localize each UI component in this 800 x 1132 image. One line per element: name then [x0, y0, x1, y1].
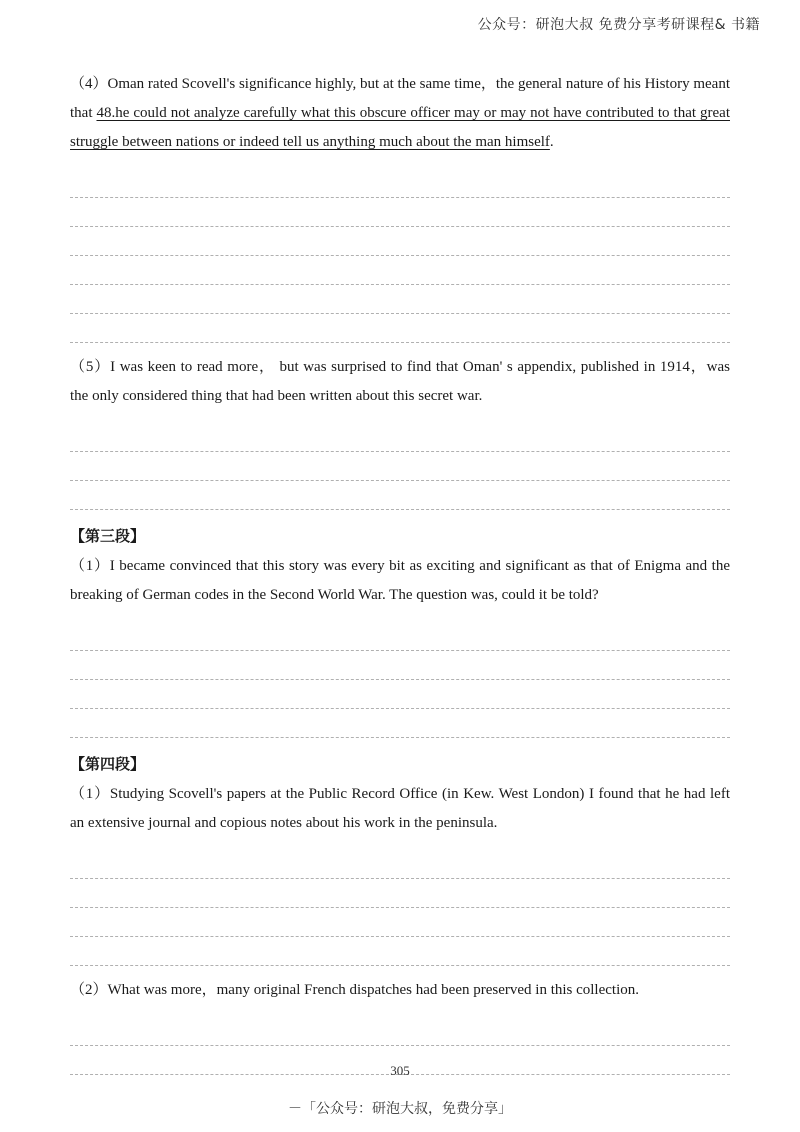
- underlined-sentence-48: 48.he could not analyze carefully what this obscure officer may or may not have contributed to that great struggle between nations or indeed tell us anything much about the man himself: [70, 105, 730, 150]
- answer-line: [70, 879, 730, 908]
- answer-line: [70, 680, 730, 709]
- paragraph-text: [70, 70, 730, 157]
- page-footer-watermark: －「公众号：研泡大叔，免费分享」: [288, 1101, 512, 1117]
- paragraph-block-4: [70, 70, 730, 343]
- answer-line: [70, 198, 730, 227]
- answer-line: [70, 622, 730, 651]
- answer-line: [70, 651, 730, 680]
- answer-line: [70, 1017, 730, 1046]
- paragraph-block-4-2: [70, 976, 730, 1075]
- answer-line: [70, 314, 730, 343]
- answer-lines: [70, 622, 730, 738]
- answer-line: [70, 908, 730, 937]
- paragraph-text: （1）I became convinced that this story was every bit as exciting and significant as that of Enigma and the breaking of German codes in the Second World War. The question was, could it be told?: [70, 558, 730, 603]
- section-title-3: 【第三段】: [70, 527, 146, 545]
- paragraph-block-3-1: [70, 552, 730, 738]
- answer-lines: [70, 423, 730, 510]
- paragraph-block-4-1: [70, 780, 730, 966]
- answer-line: [70, 227, 730, 256]
- paragraph-text-pre: （4）Oman rated Scovell's significance highly, but at the same time，the general nature of his History meant that: [70, 76, 730, 121]
- paragraph-block-5: [70, 353, 730, 510]
- answer-line: [70, 285, 730, 314]
- paragraph-text: （5）I was keen to read more， but was surprised to find that Oman' s appendix, published in 1914，was the only considered thing that had been written about this secret war.: [70, 359, 730, 404]
- paragraph-text-post: .: [549, 134, 554, 150]
- answer-line: [70, 937, 730, 966]
- document-content: [70, 70, 730, 1075]
- answer-line: [70, 850, 730, 879]
- answer-line: [70, 452, 730, 481]
- section-title-4: 【第四段】: [70, 755, 146, 773]
- paragraph-text: （2）What was more，many original French dispatches had been preserved in this collection.: [70, 982, 640, 998]
- answer-line: [70, 481, 730, 510]
- answer-line: [70, 256, 730, 285]
- page-number: 305: [390, 1063, 410, 1078]
- answer-line: [70, 709, 730, 738]
- answer-lines: [70, 169, 730, 343]
- answer-line: [70, 169, 730, 198]
- page-header-watermark: 公众号：研泡大叔 免费分享考研课程& 书籍: [477, 17, 760, 33]
- answer-line: [70, 423, 730, 452]
- answer-lines: [70, 850, 730, 966]
- paragraph-text: （1）Studying Scovell's papers at the Public Record Office (in Kew. West London) I found that he had left an extensive journal and copious notes about his work in the peninsula.: [70, 786, 730, 831]
